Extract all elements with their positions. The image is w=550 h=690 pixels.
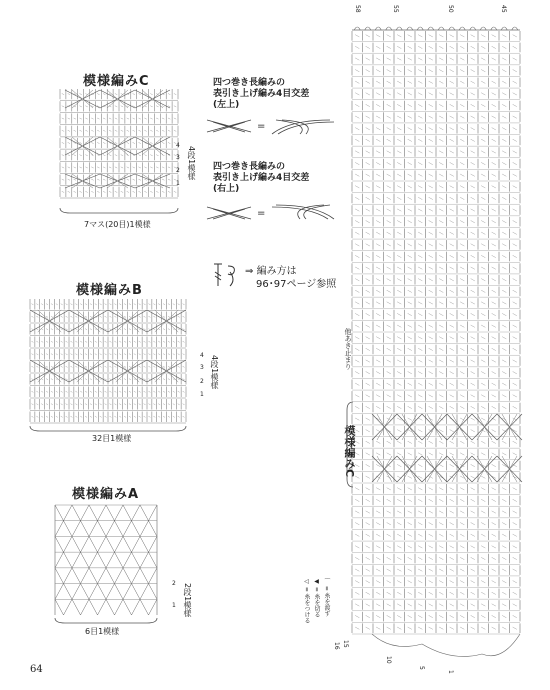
pattern-b-title: 模様編みB bbox=[76, 283, 143, 298]
column-number: 45 bbox=[500, 5, 507, 13]
row-number: 1 bbox=[447, 670, 454, 674]
row-number: 1 bbox=[200, 391, 204, 398]
left-cross-description bbox=[213, 78, 309, 111]
column-number: 50 bbox=[447, 5, 454, 13]
legend-carry-yarn: ⌒ = 糸を渡す bbox=[323, 578, 330, 617]
pattern-a-row-repeat: 2段1模様 bbox=[183, 583, 192, 618]
pattern-a-title: 模様編みA bbox=[72, 487, 140, 502]
page-number: 64 bbox=[30, 664, 43, 675]
right-cross-expanded-symbol bbox=[270, 203, 338, 221]
row-number: 2 bbox=[200, 378, 204, 385]
main-chart-side-note: 他あき止まり bbox=[344, 328, 352, 370]
pattern-c-row-repeat: 4段1模様 bbox=[187, 146, 196, 181]
left-cross-equals: = bbox=[257, 121, 266, 132]
pattern-c-repeat-bracket bbox=[60, 208, 178, 216]
pattern-b-chart bbox=[30, 298, 186, 423]
right-cross-line3: (右上) bbox=[213, 184, 240, 194]
pattern-a-repeat-label: 6目1模様 bbox=[85, 627, 120, 636]
reference-arrow-icon: ⇒ bbox=[245, 266, 254, 277]
legend-cut-yarn: ◀ = 糸を切る bbox=[313, 578, 320, 618]
right-cross-line2: 表引き上げ編み4目交差 bbox=[213, 173, 310, 183]
right-cross-line1: 四つ巻き長編みの bbox=[213, 162, 286, 172]
main-chart-legend bbox=[302, 578, 332, 648]
row-number: 4 bbox=[176, 142, 180, 149]
row-number: 4 bbox=[200, 352, 204, 359]
row-number: 3 bbox=[176, 154, 180, 161]
row-number: 15 bbox=[342, 640, 349, 648]
row-number: 2 bbox=[172, 580, 176, 587]
row-number: 5 bbox=[418, 666, 425, 670]
reference-line1: 編み方は bbox=[256, 266, 297, 277]
column-number: 58 bbox=[354, 5, 361, 13]
section-bracket bbox=[346, 402, 354, 487]
pattern-b-repeat-label: 32目1模様 bbox=[92, 434, 132, 443]
row-number: 10 bbox=[385, 656, 392, 664]
pattern-a-chart bbox=[55, 505, 157, 615]
row-number: 3 bbox=[200, 364, 204, 371]
left-cross-expanded-symbol bbox=[270, 118, 338, 136]
stitch-symbols-icon bbox=[212, 262, 240, 288]
row-number: 16 bbox=[333, 642, 340, 650]
main-crochet-chart bbox=[352, 22, 520, 662]
right-cross-description bbox=[213, 162, 309, 195]
pattern-c-repeat-label: 7マス(20目)1模様 bbox=[84, 220, 151, 229]
left-cross-line1: 四つ巻き長編みの bbox=[213, 78, 286, 88]
main-chart-left-numbers bbox=[333, 640, 453, 680]
column-number: 55 bbox=[392, 5, 399, 13]
right-cross-equals: = bbox=[257, 208, 266, 219]
reference-line2: 96･97ページ参照 bbox=[256, 279, 337, 290]
right-cross-symbol bbox=[205, 205, 255, 221]
row-number: 1 bbox=[172, 602, 176, 609]
legend-attach-yarn: ◁ = 糸をつける bbox=[303, 578, 310, 624]
left-cross-line2: 表引き上げ編み4目交差 bbox=[213, 89, 310, 99]
left-cross-line3: (左上) bbox=[213, 100, 240, 110]
pattern-reference bbox=[245, 265, 336, 291]
pattern-b-row-repeat: 4段1模様 bbox=[210, 355, 219, 390]
pattern-c-chart bbox=[60, 88, 178, 198]
row-number: 2 bbox=[176, 167, 180, 174]
pattern-c-title: 模様編みC bbox=[83, 74, 150, 89]
pattern-a-repeat-bracket bbox=[55, 618, 157, 626]
row-number: 1 bbox=[176, 180, 180, 187]
main-chart-section-label: 模様編みC bbox=[343, 425, 356, 478]
left-cross-symbol bbox=[205, 118, 255, 134]
